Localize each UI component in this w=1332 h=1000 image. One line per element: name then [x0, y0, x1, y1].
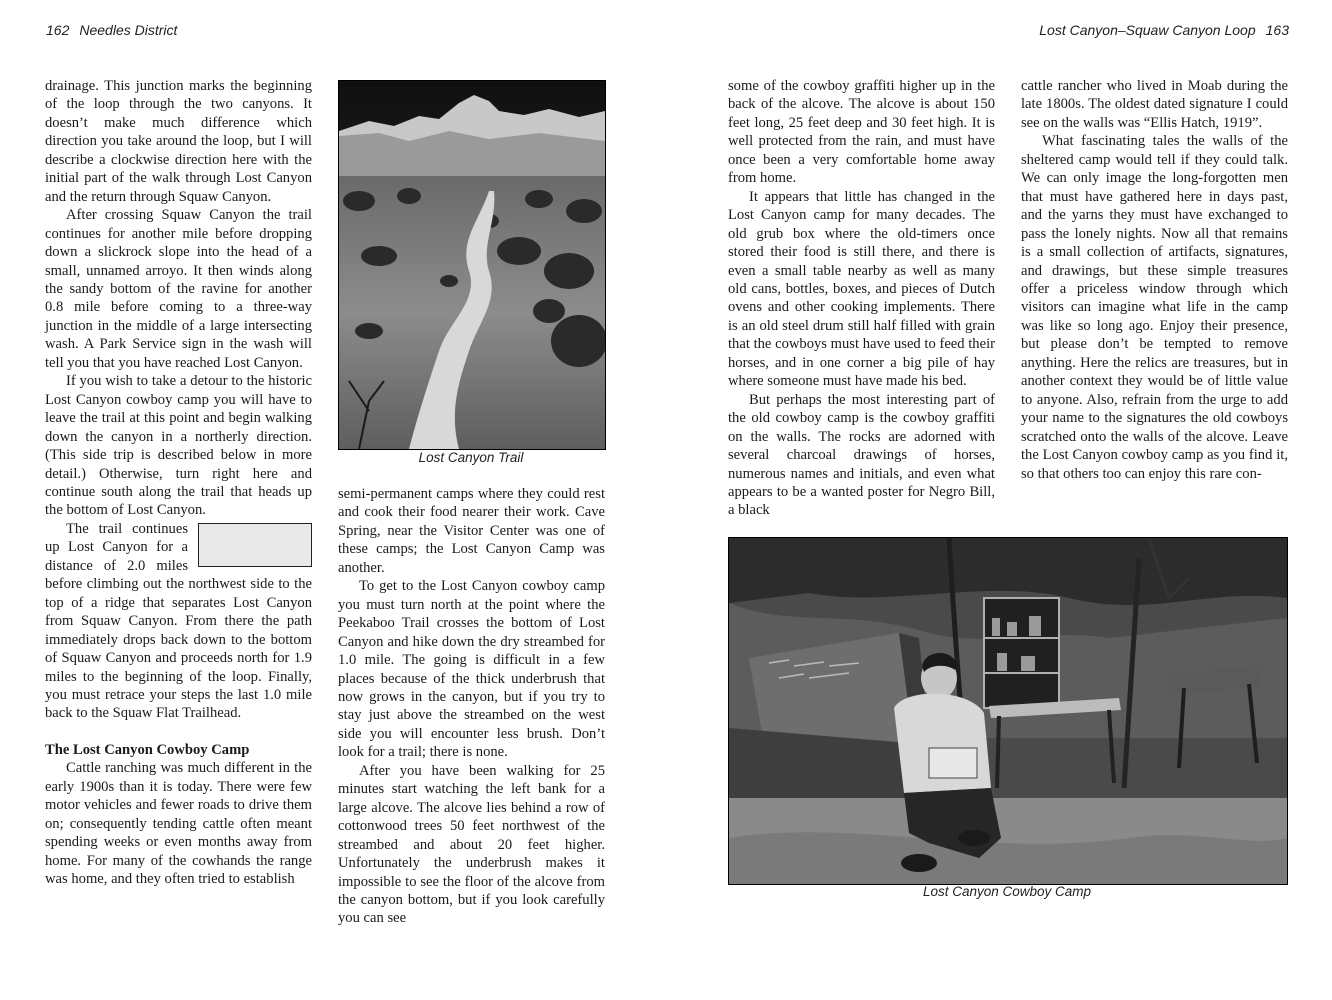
left-column-1: [45, 77, 312, 888]
paragraph: drainage. This junction marks the beginning of the loop through the two canyons. It doesn’t make much difference which direction you take around the loop, but I will describe a clockwise direction here with the initial part of the walk through Lost Canyon and the return through Squaw Canyon.: [45, 78, 312, 205]
right-page-number: 163: [1265, 22, 1289, 38]
paragraph: What fascinating tales the walls of the sheltered camp would tell if they could talk. We can only image the long-forgotten men that must have gathered here in days past, and the yarns they must have exchanged to pass the lonely nights. Now all that remains is a small collection of artifacts, signatures, and drawings, but these simple treasures offer a priceless window through which visitors can imagine what life in the camp was like so long ago. Enjoy their presence, but please don’t be tempted to remove anything. Here the relics are treasures, but in another context they would be of little value to anyone. Also, refrain from the urge to add your name to the signatures the old cowboys scratched onto the walls of the alcove. Leave the Lost Canyon cowboy camp as you find it, so that others too can enjoy this rare con-: [1021, 133, 1288, 482]
paragraph: To get to the Lost Canyon cowboy camp you must turn north at the point where the Peekaboo Trail crosses the bottom of Lost Canyon and hike down the dry streambed for 1.0 mile. The going is difficult in a few places because of the thick underbrush that now grows in the canyon, but if you try to stay just above the streambed on the west side you will encounter less brush. Don’t look for a trail; there is none.: [338, 578, 605, 761]
left-column-2: [338, 485, 605, 928]
trail-photo-caption: Lost Canyon Trail: [418, 450, 524, 465]
section-heading: The Lost Canyon Cowboy Camp: [45, 741, 250, 758]
paragraph-with-inset-box: [45, 520, 312, 723]
right-column-2: [1021, 77, 1288, 483]
left-running-head-title: Needles District: [79, 22, 178, 38]
paragraph: cattle rancher who lived in Moab during the late 1800s. The oldest dated signature I could see on the walls was “Ellis Hatch, 1919”.: [1021, 78, 1288, 131]
paragraph: If you wish to take a detour to the historic Lost Canyon cowboy camp you will have to leave the trail at this point and begin walking down the canyon in a northerly direction. (This side trip is described below in more detail.) Otherwise, turn right here and continue south along the trail that heads up the bottom of Lost Canyon.: [45, 373, 312, 519]
right-page: [666, 0, 1332, 1000]
paragraph: Cattle ranching was much different in the early 1900s than it is today. There were few motor vehicles and fewer roads to drive them on; consequently tending cattle often meant spending weeks or even months away from home. For many of the cowhands the range was home, and they often tried to establish: [45, 760, 312, 888]
trail-photo-image: [339, 81, 605, 449]
paragraph: But perhaps the most interesting part of the old cowboy camp is the cowboy graffiti on the walls. The rocks are adorned with several charcoal drawings of horses, numerous names and initials, and even what appears to be a wanted poster for Negro Bill, a black: [728, 391, 995, 519]
paragraph: After you have been walking for 25 minutes start watching the left bank for a large alcove. The alcove lies behind a row of cottonwood trees 50 feet northwest of the streambed and about 20 feet higher. Unfortunately the underbrush makes it impossible to see the floor of the alcove from the canyon bottom, but if you look carefully you can see: [338, 762, 605, 927]
left-running-head: [46, 22, 177, 38]
paragraph-text: The trail continues up Lost Canyon for a distance of 2.0 miles before climbing out the northwest side to the top of a ridge that separates Lost Canyon from Squaw Canyon. From there the path immediately drops back down to the bottom of Squaw Canyon and proceeds north for 1.9 miles to the beginning of the loop. Finally, you must retrace your steps the last 1.0 mile back to the Squaw Flat Trailhead.: [45, 520, 312, 722]
left-page-number: 162: [46, 22, 70, 38]
cowboy-camp-photo-image: [729, 538, 1287, 884]
right-running-head: [1039, 22, 1289, 38]
right-running-head-title: Lost Canyon–Squaw Canyon Loop: [1039, 22, 1256, 38]
blank-inset-box: [198, 523, 312, 567]
lost-canyon-cowboy-camp-photo: [728, 537, 1288, 885]
lost-canyon-trail-photo: [338, 80, 606, 450]
paragraph: It appears that little has changed in the Lost Canyon camp for many decades. The old grub box where the old-timers once stored their food is still there, and there is even a small table nearby as well as many old cans, bottles, boxes, and pieces of Dutch ovens and other cooking implements. There is an old steel drum still half filled with grain that the cowboys must have used to feed their horses, and in one corner a big pile of hay where someone must have made his bed.: [728, 188, 995, 390]
paragraph: some of the cowboy graffiti higher up in the back of the alcove. The alcove is about 150 feet long, 25 feet deep and 30 feet high. It is well protected from the rain, and must have once been a very comfortable home away from home.: [728, 78, 995, 187]
paragraph: semi-permanent camps where they could rest and cook their food nearer their work. Cave Spring, near the Visitor Center was one of these camps; the Lost Canyon Camp was another.: [338, 486, 605, 576]
paragraph: After crossing Squaw Canyon the trail continues for another mile before dropping down a slickrock slope into the head of a small, unnamed arroyo. It then winds along the sandy bottom of the ravine for another 0.8 mile before coming to a three-way junction in the middle of a large intersecting wash. A Park Service sign in the wash will tell you that you have reached Lost Canyon.: [45, 207, 312, 371]
cowboy-camp-photo-caption: Lost Canyon Cowboy Camp: [922, 884, 1092, 899]
right-column-1: [728, 77, 995, 520]
